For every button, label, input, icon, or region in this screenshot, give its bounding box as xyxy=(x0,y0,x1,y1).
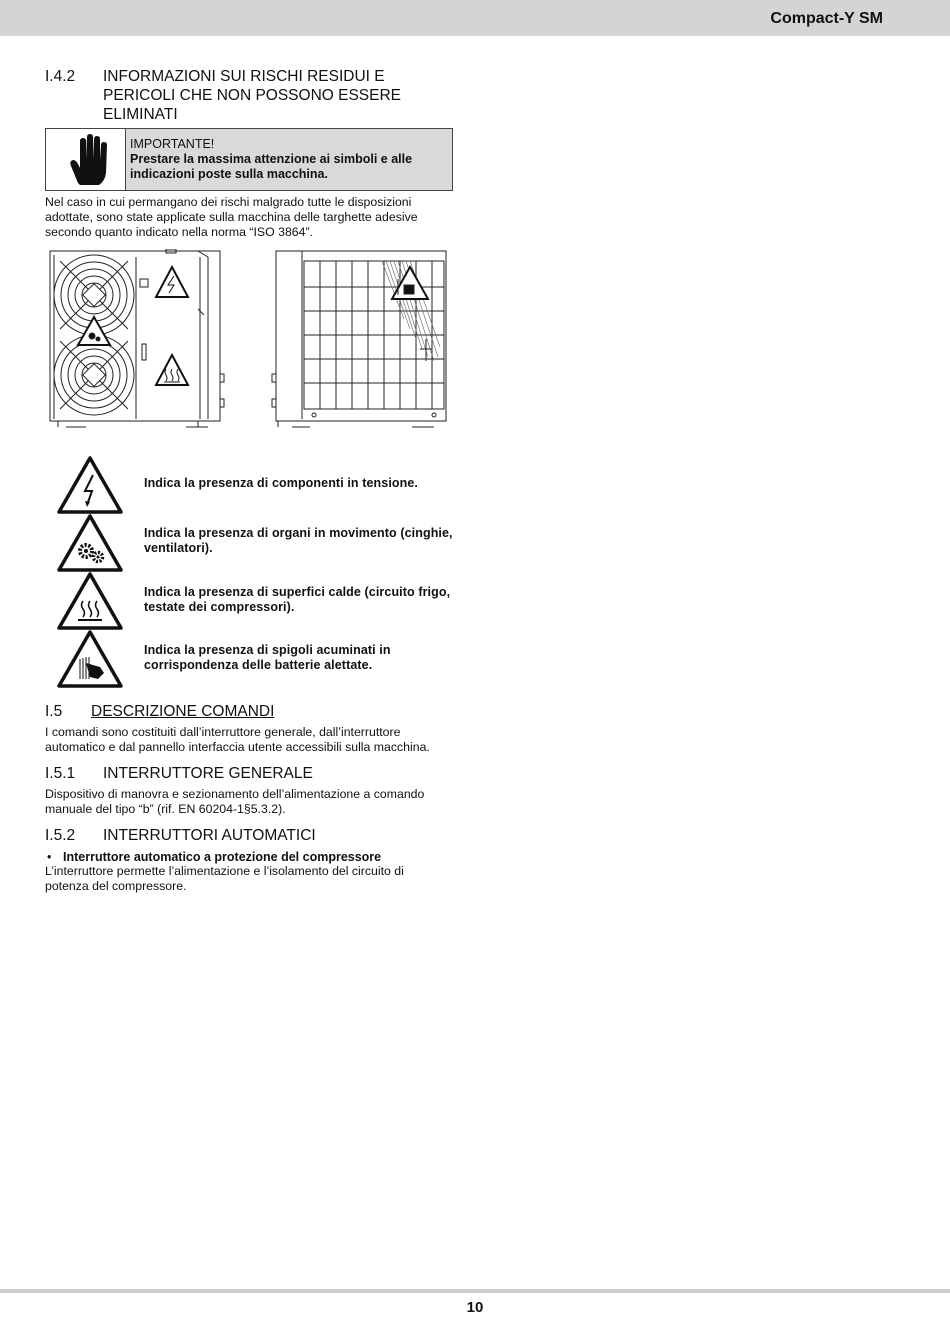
sharp-edges-hazard-icon xyxy=(56,629,124,689)
section-i-5-1-paragraph: Dispositivo di manovra e sezionamento dell’alimentazione a comando manuale del tipo “b” (rif. EN 60204-1§5.3.2). xyxy=(45,787,425,816)
bullet-title: Interruttore automatico a protezione del compressore xyxy=(63,850,382,864)
intro-paragraph: Nel caso in cui permangano dei rischi malgrado tutte le disposizioni adottate, sono state applicate sulla macchina delle targhette adesive secondo quanto indicato nella norma “ISO 3864”. xyxy=(45,195,418,239)
section-number: I.5 xyxy=(45,703,63,720)
hazard-description: Indica la presenza di superfici calde (circuito frigo, testate dei compressori). xyxy=(144,585,451,614)
hazard-symbol-row xyxy=(56,455,456,515)
section-title: INTERRUTTORE GENERALE xyxy=(103,765,313,782)
hazard-symbol-row xyxy=(56,571,456,631)
section-number: I.5.1 xyxy=(45,765,76,782)
notice-message: Prestare la massima attenzione ai simboli e alle indicazioni poste sulla macchina. xyxy=(130,152,413,181)
notice-icon-cell xyxy=(46,129,126,190)
page-number: 10 xyxy=(466,1299,484,1316)
hazard-symbol-row xyxy=(56,629,456,689)
rear-view-drawing xyxy=(272,251,446,427)
important-notice-box xyxy=(45,128,453,191)
moving-parts-hazard-icon xyxy=(56,513,124,573)
hazard-description: Indica la presenza di componenti in tensione. xyxy=(144,476,418,490)
notice-heading: IMPORTANTE! xyxy=(130,137,215,151)
section-number: I.5.2 xyxy=(45,827,76,844)
hazard-symbol-row xyxy=(56,513,456,573)
hazard-description: Indica la presenza di spigoli acuminati in corrispondenza delle batterie alettate. xyxy=(144,643,391,672)
section-i-5-2-paragraph: L’interruttore permette l’alimentazione e l’isolamento del circuito di potenza del compressore. xyxy=(45,864,404,893)
footer-divider xyxy=(0,1289,950,1293)
section-title: INFORMAZIONI SUI RISCHI RESIDUI E PERICOLI CHE NON POSSONO ESSERE ELIMINATI xyxy=(103,68,402,123)
electric-hazard-icon xyxy=(56,455,124,515)
hazard-description: Indica la presenza di organi in movimento (cinghie, ventilatori). xyxy=(144,526,453,555)
section-number: I.4.2 xyxy=(45,68,76,85)
section-title: DESCRIZIONE COMANDI xyxy=(91,703,275,720)
front-view-drawing xyxy=(50,249,224,427)
bullet-symbol: • xyxy=(47,850,52,864)
document-title: Compact-Y SM xyxy=(770,10,883,27)
stop-hand-icon xyxy=(64,133,108,187)
machine-label-placement-figure xyxy=(48,249,450,431)
section-title: INTERRUTTORI AUTOMATICI xyxy=(103,827,316,844)
hot-surface-hazard-icon xyxy=(56,571,124,631)
notice-text-cell xyxy=(126,129,452,190)
section-i-5-paragraph: I comandi sono costituiti dall’interruttore generale, dall’interruttore automatico e dal pannello interfaccia utente accessibili sulla macchina. xyxy=(45,725,430,754)
